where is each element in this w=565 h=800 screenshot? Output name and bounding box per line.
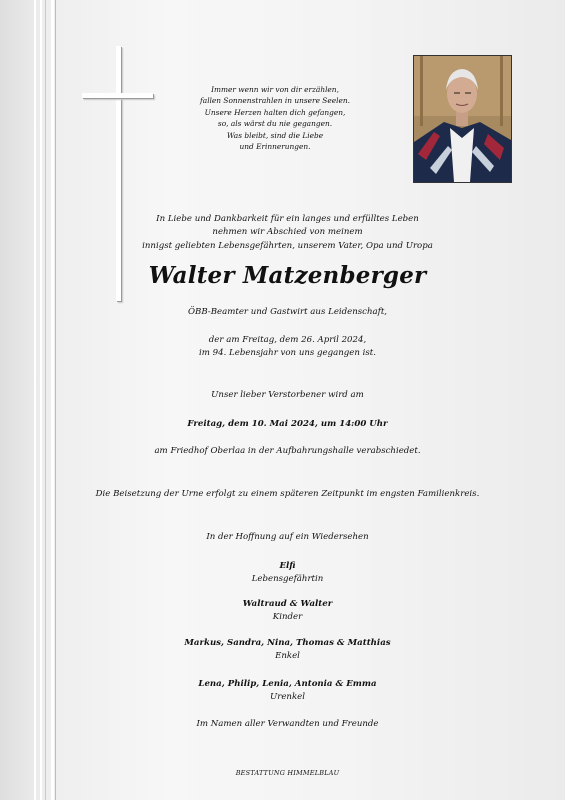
closing-line: Im Namen aller Verwandten und Freunde xyxy=(196,719,379,729)
poem-line: so, als wärst du nie gegangen. xyxy=(217,119,333,129)
intro-line: innigst geliebten Lebensgefährten, unserem Vater, Opa und Uropa xyxy=(142,240,433,251)
mourner-names: Lena, Philip, Lenia, Antonia & Emma xyxy=(198,679,377,689)
portrait-photo xyxy=(413,55,512,183)
mourner-relation: Urenkel xyxy=(269,692,305,702)
border-line xyxy=(34,0,36,800)
farewell-intro: Unser lieber Verstorbener wird am xyxy=(211,390,364,400)
occupation: ÖBB-Beamter und Gastwirt aus Leidenschaft, xyxy=(187,307,388,317)
poem-line: fallen Sonnenstrahlen in unsere Seelen. xyxy=(200,96,350,106)
intro-line: In Liebe und Dankbarkeit für ein langes und erfülltes Leben xyxy=(156,214,419,224)
mourner-names: Elfi xyxy=(279,561,296,571)
memorial-poem xyxy=(190,84,360,152)
mourner-names: Waltraud & Walter xyxy=(242,599,333,609)
border-line xyxy=(45,0,46,800)
poem-line: Was bleibt, sind die Liebe xyxy=(226,130,324,140)
urn-notice: Die Beisetzung der Urne erfolgt zu einem späteren Zeitpunkt im engsten Familienkreis. xyxy=(95,489,480,499)
border-line xyxy=(40,0,42,800)
intro-line: nehmen wir Abschied von meinem xyxy=(212,227,363,238)
poem-line: Unsere Herzen halten dich gefangen, xyxy=(204,107,346,117)
border-line xyxy=(51,0,54,800)
mourner-names: Markus, Sandra, Nina, Thomas & Matthias xyxy=(184,638,391,648)
death-notice-line: der am Freitag, dem 26. April 2024, xyxy=(208,335,367,345)
death-notice xyxy=(100,334,475,360)
poem-line: und Erinnerungen. xyxy=(239,142,311,152)
intro-text xyxy=(100,213,475,253)
border-line xyxy=(55,0,56,800)
mourner-group xyxy=(100,678,475,704)
mourner-group xyxy=(100,560,475,586)
mourner-relation: Kinder xyxy=(272,612,303,622)
mourner-relation: Enkel xyxy=(275,651,300,661)
death-notice-line: im 94. Lebensjahr von uns gegangen ist. xyxy=(199,348,376,358)
farewell-place: am Friedhof Oberlaa in der Aufbahrungshalle verabschiedet. xyxy=(154,446,421,456)
deceased-name: Walter Matzenberger xyxy=(148,262,427,289)
mourner-group xyxy=(100,598,475,624)
mourner-relation: Lebensgefährtin xyxy=(251,574,324,584)
poem-line: Immer wenn wir von dir erzählen, xyxy=(211,85,339,94)
farewell-date: Freitag, dem 10. Mai 2024, um 14:00 Uhr xyxy=(187,419,388,429)
funeral-home: BESTATTUNG HIMMELBLAU xyxy=(235,769,340,777)
hope-line: In der Hoffnung auf ein Wiedersehen xyxy=(206,532,369,542)
mourner-group xyxy=(100,637,475,663)
